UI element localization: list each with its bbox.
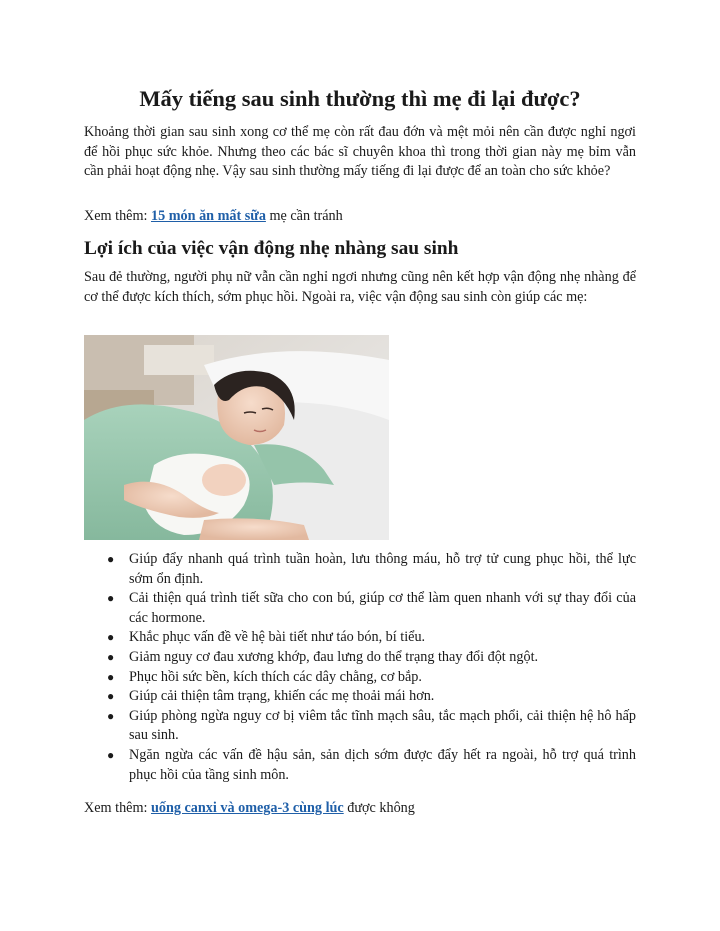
- see-also-1-suffix: mẹ cần tránh: [265, 208, 343, 224]
- list-item: [84, 550, 636, 589]
- list-item: [84, 648, 636, 668]
- list-item-text: Giảm nguy cơ đau xương khớp, đau lưng do thể trạng thay đổi đột ngột.: [129, 648, 539, 665]
- see-also-2-suffix: được không: [343, 800, 415, 816]
- list-item-text: Cải thiện quá trình tiết sữa cho con bú, giúp cơ thể làm quen nhanh với sự thay đổi của các hormone.: [129, 590, 636, 626]
- see-also-1-prefix: Xem thêm:: [84, 208, 151, 224]
- list-item: [84, 628, 636, 648]
- list-item-text: Giúp đẩy nhanh quá trình tuần hoàn, lưu thông máu, hỗ trợ tử cung phục hồi, thể lực sớm ổn định.: [129, 551, 636, 587]
- bullet-icon: ●: [107, 689, 115, 704]
- list-item-text: Giúp cải thiện tâm trạng, khiến các mẹ thoải mái hơn.: [129, 688, 435, 705]
- list-item-text: Ngăn ngừa các vấn đề hậu sản, sản dịch sớm được đẩy hết ra ngoài, hỗ trợ quá trình phục hồi của tầng sinh môn.: [129, 746, 636, 783]
- list-item-text: Khắc phục vấn đề về hệ bài tiết như táo bón, bí tiểu.: [129, 629, 426, 646]
- bullet-icon: ●: [107, 669, 115, 684]
- list-item-text: Phục hồi sức bền, kích thích các dây chằng, cơ bắp.: [129, 668, 422, 685]
- bullet-icon: ●: [107, 591, 115, 606]
- mother-baby-photo: [84, 335, 389, 540]
- section-heading: Lợi ích của việc vận động nhẹ nhàng sau sinh: [84, 238, 459, 259]
- list-item: [84, 707, 636, 746]
- list-item: [84, 668, 636, 688]
- page-title: Mấy tiếng sau sinh thường thì mẹ đi lại được?: [139, 86, 581, 111]
- bullet-icon: ●: [107, 552, 115, 566]
- see-also-1: [84, 207, 636, 227]
- bullet-icon: ●: [107, 649, 115, 664]
- section-intro-paragraph: Sau đẻ thường, người phụ nữ vẫn cần nghỉ ngơi nhưng cũng nên kết hợp vận động nhẹ nhàng để cơ thể được kích thích, sớm phục hồi. Ngoài ra, việc vận động sau sinh còn giúp các mẹ:: [84, 269, 636, 305]
- see-also-1-link[interactable]: 15 món ăn mất sữa: [150, 208, 266, 224]
- see-also-2: [84, 799, 636, 819]
- list-item: [84, 589, 636, 628]
- bullet-icon: ●: [107, 747, 115, 762]
- benefits-list: [84, 550, 636, 785]
- intro-paragraph: Khoảng thời gian sau sinh xong cơ thể mẹ còn rất đau đớn và mệt mỏi nên cần được nghỉ ngơi để hồi phục sức khỏe. Nhưng theo các bác sĩ chuyên khoa thì trong thời gian này mẹ bỉm vẫn cần phải hoạt động nhẹ. Vậy sau sinh thường mấy tiếng đi lại được để an toàn cho sức khỏe?: [84, 124, 636, 180]
- list-item-text: Giúp phòng ngừa nguy cơ bị viêm tắc tĩnh mạch sâu, tắc mạch phổi, cải thiện hệ hô hấp sau sinh.: [129, 707, 636, 744]
- bullet-icon: ●: [107, 630, 115, 645]
- list-item: [84, 746, 636, 785]
- bullet-icon: ●: [107, 708, 115, 723]
- see-also-2-link[interactable]: uống canxi và omega-3 cùng lúc: [150, 800, 344, 816]
- list-item: [84, 687, 636, 707]
- see-also-2-prefix: Xem thêm:: [84, 800, 151, 816]
